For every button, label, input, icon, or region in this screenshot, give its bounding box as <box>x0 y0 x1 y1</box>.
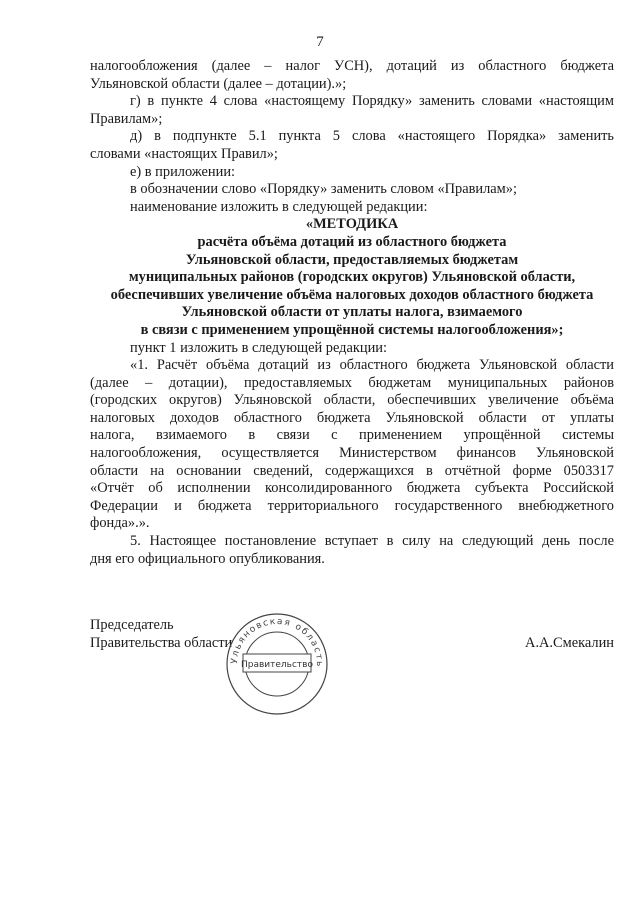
page-number: 7 <box>316 34 324 50</box>
signature-title-line2: Правительства области <box>90 635 233 651</box>
text-line: налогообложения, осуществляется Министерством финансов Ульяновской <box>90 445 614 462</box>
text-line: пункт 1 изложить в следующей редакции: <box>130 339 387 356</box>
official-seal-stamp <box>223 610 331 718</box>
seal-ring-text: Ульяновская область <box>229 616 325 668</box>
amendment-paragraphs <box>90 58 614 216</box>
signature-position <box>90 617 614 634</box>
text-line: д) в подпункте 5.1 пункта 5 слова «настоящего Порядка» заменить <box>130 128 614 145</box>
document-body <box>90 58 614 568</box>
text-line: 5. Настоящее постановление вступает в силу на следующий день после <box>130 533 614 550</box>
methodology-title <box>90 216 614 339</box>
text-line: в обозначении слово «Порядку» заменить словом «Правилам»; <box>130 181 517 198</box>
text-line: дня его официального опубликования. <box>90 550 325 567</box>
text-line: Правилам»; <box>90 110 163 127</box>
text-line: налоговых доходов областного бюджета Ульяновской области от уплаты <box>90 409 614 426</box>
seal-center-text: Правительство <box>241 660 313 670</box>
text-line: словами «настоящих Правил»; <box>90 145 278 162</box>
title-line: муниципальных районов (городских округов) Ульяновской области, <box>128 269 576 286</box>
title-line: обеспечивших увеличение объёма налоговых доходов областного бюджета <box>110 286 594 303</box>
title-line: Ульяновской области, предоставляемых бюджетам <box>185 251 519 268</box>
title-line: в связи с применением упрощённой системы налогообложения»; <box>140 321 564 338</box>
text-line: налогообложения (далее – налог УСН), дотаций из областного бюджета <box>90 58 614 74</box>
text-line: Ульяновской области (далее – дотации).»; <box>90 75 347 92</box>
signature-title-line1: Председатель <box>90 617 174 633</box>
signature-block <box>90 635 614 652</box>
amendment-paragraphs-continued <box>90 340 614 569</box>
text-line: «Отчёт об исполнении консолидированного бюджета субъекта Российской <box>90 480 614 497</box>
title-line: «МЕТОДИКА <box>305 216 399 233</box>
text-line: налога, взимаемого в связи с применением упрощённой системы <box>90 427 614 444</box>
text-line: фонда».». <box>90 515 150 532</box>
text-line: «1. Расчёт объёма дотаций из областного бюджета Ульяновской области <box>130 357 614 374</box>
text-line: (городских округов) Ульяновской области, обеспечивших увеличение объёма <box>90 392 614 409</box>
text-line: е) в приложении: <box>130 163 236 180</box>
text-line: г) в пункте 4 слова «настоящему Порядку» заменить словами «настоящим <box>130 93 614 110</box>
text-line: наименование изложить в следующей редакции: <box>130 198 428 215</box>
title-line: Ульяновской области от уплаты налога, взимаемого <box>181 304 523 321</box>
title-line: расчёта объёма дотаций из областного бюджета <box>197 233 507 250</box>
text-line: Федерации и бюджета территориального государственного внебюджетного <box>90 497 614 514</box>
text-line: области на основании сведений, содержащихся в отчётной форме 0503317 <box>90 462 614 479</box>
signatory-name: А.А.Смекалин <box>525 635 614 651</box>
text-line: (далее – дотации), предоставляемых бюджетам муниципальных районов <box>90 374 614 391</box>
